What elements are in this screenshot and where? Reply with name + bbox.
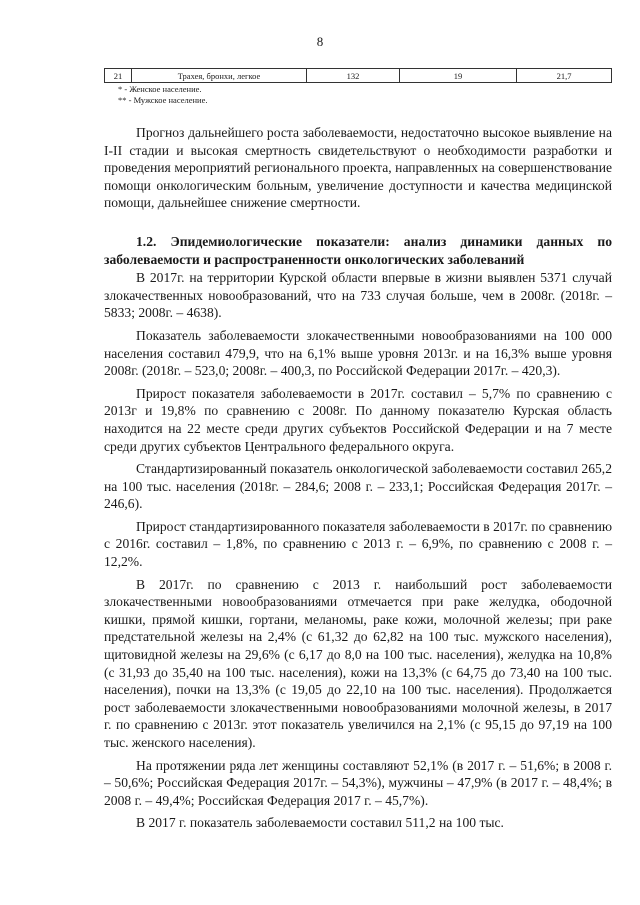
intro-paragraph: Прогноз дальнейшего роста заболеваемости, недостаточно высокое выявление на I-II стадии и высокая смертность свидетельствуют о необходимости разработки и проведения мероприятий регионального проекта, направленных на совершенствование помощи онкологическим больным, увеличение доступности и качества медицинской помощи, дальнейшее снижение смертности. xyxy=(104,125,612,211)
note-male: ** - Мужское население. xyxy=(118,95,208,105)
value-cell-2: 19 xyxy=(400,69,517,83)
row-number-cell: 21 xyxy=(105,69,132,83)
section-heading: 1.2. Эпидемиологические показатели: анализ динамики данных по заболеваемости и распространенности онкологических заболеваний xyxy=(104,233,612,267)
value-cell-3: 21,7 xyxy=(517,69,612,83)
paragraph: Стандартизированный показатель онкологической заболеваемости составил 265,2 на 100 тыс. населения (2018г. – 284,6; 2008 г. – 233,1; Российская Федерация 2017г. – 246,6). xyxy=(104,461,612,512)
table-row xyxy=(105,69,612,83)
paragraph: В 2017г. на территории Курской области впервые в жизни выявлен 5371 случай злокачественных новообразований, что на 733 случая больше, чем в 2008г. (2018г. – 5833; 2008г. – 4638). xyxy=(104,270,612,321)
table-continuation xyxy=(104,68,612,83)
paragraph: Показатель заболеваемости злокачественными новообразованиями на 100 000 населения составил 479,9, что на 6,1% выше уровня 2013г. и на 16,3% выше уровня 2008г. (2018г. – 523,0; 2008г. – 400,3, по Российской Федерации 2017г. – 420,3). xyxy=(104,327,612,379)
document-body xyxy=(104,124,612,832)
paragraph: Прирост показателя заболеваемости в 2017г. составил – 5,7% по сравнению с 2013г и 19,8% по сравнению с 2008г. По данному показателю Курская область находится на 22 месте среди других субъектов Российской Федерации и на 7 месте среди других субъектов Центрального федерального округа. xyxy=(104,385,612,454)
note-female: * - Женское население. xyxy=(118,84,202,94)
paragraph: В 2017 г. показатель заболеваемости составил 511,2 на 100 тыс. xyxy=(136,815,504,831)
paragraph: На протяжении ряда лет женщины составляют 52,1% (в 2017 г. – 51,6%; в 2008 г. – 50,6%; Российская Федерация 2017г. – 54,3%), мужчины – 47,9% (в 2017 г. – 48,4%; в 2008 г. – 49,4%; Российская Федерация 2017 г. – 45,7%). xyxy=(104,757,612,808)
value-cell-1: 132 xyxy=(307,69,400,83)
localization-cell: Трахея, бронхи, легкое xyxy=(132,69,307,83)
paragraph: Прирост стандартизированного показателя заболеваемости в 2017г. по сравнению с 2016г. составил – 1,8%, по сравнению с 2013 г. – 6,9%, по сравнению с 2008 г. – 12,2%. xyxy=(104,518,612,570)
table-notes xyxy=(118,84,208,106)
page-number: 8 xyxy=(316,34,324,49)
paragraph: В 2017г. по сравнению с 2013 г. наибольший рост заболеваемости злокачественными новообразованиями отмечается при раке желудка, ободочной кишки, прямой кишки, гортани, меланомы, раке кожи, молочной железы; при раке предстательной железы на 2,4% (с 61,32 до 62,82 на 100 тыс. мужского населения), щитовидной железы на 29,6% (с 6,17 до 8,0 на 100 тыс. населения), желудка на 10,8% (с 31,93 до 35,40 на 100 тыс. населения), кожи на 13,3% (с 64,75 до 73,40 на 100 тыс. населения), почки на 13,3% (с 19,05 до 22,10 на 100 тыс. населения). Продолжается рост заболеваемости злокачественными новообразованиями молочной железы, в 2017 г. по сравнению с 2013г. этот показатель увеличился на 2,1% (с 95,15 до 97,19 на 100 тыс. женского населения). xyxy=(104,576,612,750)
